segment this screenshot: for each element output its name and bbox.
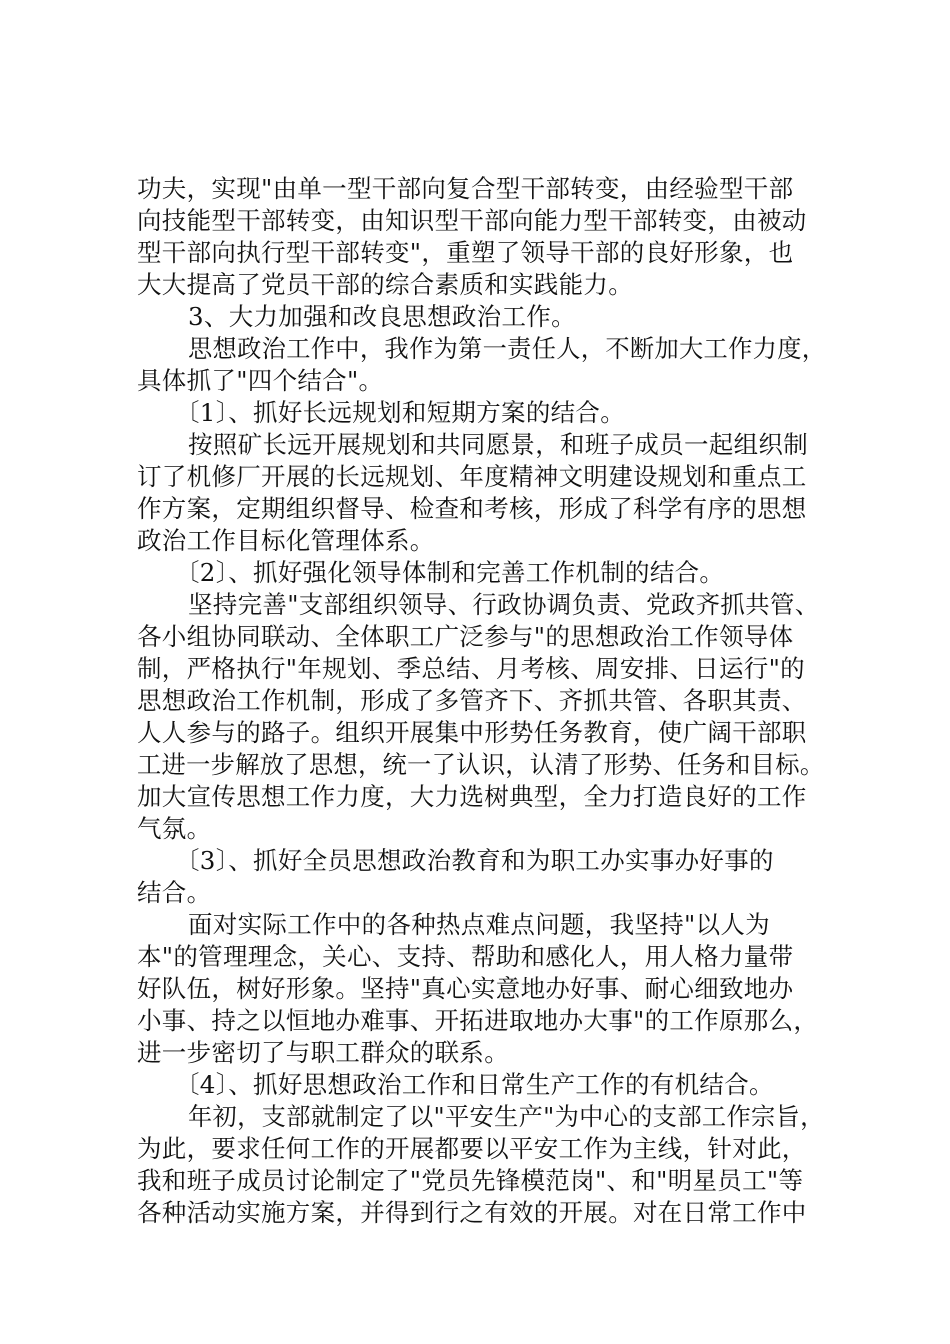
text-line: 我和班子成员讨论制定了"党员先锋模范岗"、和"明星员工"等 bbox=[137, 1166, 804, 1195]
text-line: 气氛。 bbox=[137, 814, 212, 843]
text-line: 年初，支部就制定了以"平安生产"为中心的支部工作宗旨， bbox=[188, 1102, 825, 1131]
text-line: 思想政治工作机制，形成了多管齐下、齐抓共管、各职其责、 bbox=[137, 686, 807, 715]
text-line: 好队伍，树好形象。坚持"真心实意地办好事、耐心细致地办 bbox=[137, 974, 794, 1003]
text-line: 功夫，实现"由单一型干部向复合型干部转变，由经验型干部 bbox=[137, 174, 794, 203]
text-line: 具体抓了"四个结合"。 bbox=[137, 366, 384, 395]
text-line: 小事、持之以恒地办难事、开拓进取地办大事"的工作原那么， bbox=[137, 1006, 819, 1035]
text-line: 思想政治工作中，我作为第一责任人，不断加大工作力度， bbox=[188, 334, 827, 363]
text-line: 向技能型干部转变，由知识型干部向能力型干部转变，由被动 bbox=[137, 206, 807, 235]
text-line: 订了机修厂开展的长远规划、年度精神文明建设规划和重点工 bbox=[137, 462, 807, 491]
text-line: 人人参与的路子。组织开展集中形势任务教育，使广阔干部职 bbox=[137, 718, 807, 747]
text-line: 作方案，定期组织督导、检查和考核，形成了科学有序的思想 bbox=[137, 494, 807, 523]
text-line: 为此，要求任何工作的开展都要以平安工作为主线，针对此， bbox=[137, 1134, 807, 1163]
text-line: 本"的管理理念，关心、支持、帮助和感化人，用人格力量带 bbox=[137, 942, 794, 971]
text-line: 各小组协同联动、全体职工广泛参与"的思想政治工作领导体 bbox=[137, 622, 794, 651]
text-line: 各种活动实施方案，并得到行之有效的开展。对在日常工作中 bbox=[137, 1198, 807, 1227]
text-line: 按照矿长远开展规划和共同愿景，和班子成员一起组织制 bbox=[188, 430, 808, 459]
text-line: 大大提高了党员干部的综合素质和实践能力。 bbox=[137, 270, 633, 299]
text-line: 政治工作目标化管理体系。 bbox=[137, 526, 435, 555]
subsection-heading: 〔2〕、抓好强化领导体制和完善工作机制的结合。 bbox=[175, 558, 725, 587]
subsection-heading: 〔4〕、抓好思想政治工作和日常生产工作的有机结合。 bbox=[175, 1070, 774, 1099]
text-line: 坚持完善"支部组织领导、行政协调负责、党政齐抓共管、 bbox=[188, 590, 820, 619]
text-line: 加大宣传思想工作力度，大力选树典型，全力打造良好的工作 bbox=[137, 782, 807, 811]
text-line: 制，严格执行"年规划、季总结、月考核、周安排、日运行"的 bbox=[137, 654, 805, 683]
text-line: 型干部向执行型干部转变"，重塑了领导干部的良好形象，也 bbox=[137, 238, 794, 267]
text-line: 工进一步解放了思想，统一了认识，认清了形势、任务和目标。 bbox=[137, 750, 825, 779]
section-heading: 3、大力加强和改良思想政治工作。 bbox=[188, 302, 576, 331]
text-line: 结合。 bbox=[137, 878, 212, 907]
text-line: 面对实际工作中的各种热点难点问题，我坚持"以人为 bbox=[188, 910, 770, 939]
subsection-heading: 〔1〕、抓好长远规划和短期方案的结合。 bbox=[175, 398, 626, 427]
text-line: 进一步密切了与职工群众的联系。 bbox=[137, 1038, 509, 1067]
subsection-heading: 〔3〕、抓好全员思想政治教育和为职工办实事办好事的 bbox=[175, 846, 774, 875]
